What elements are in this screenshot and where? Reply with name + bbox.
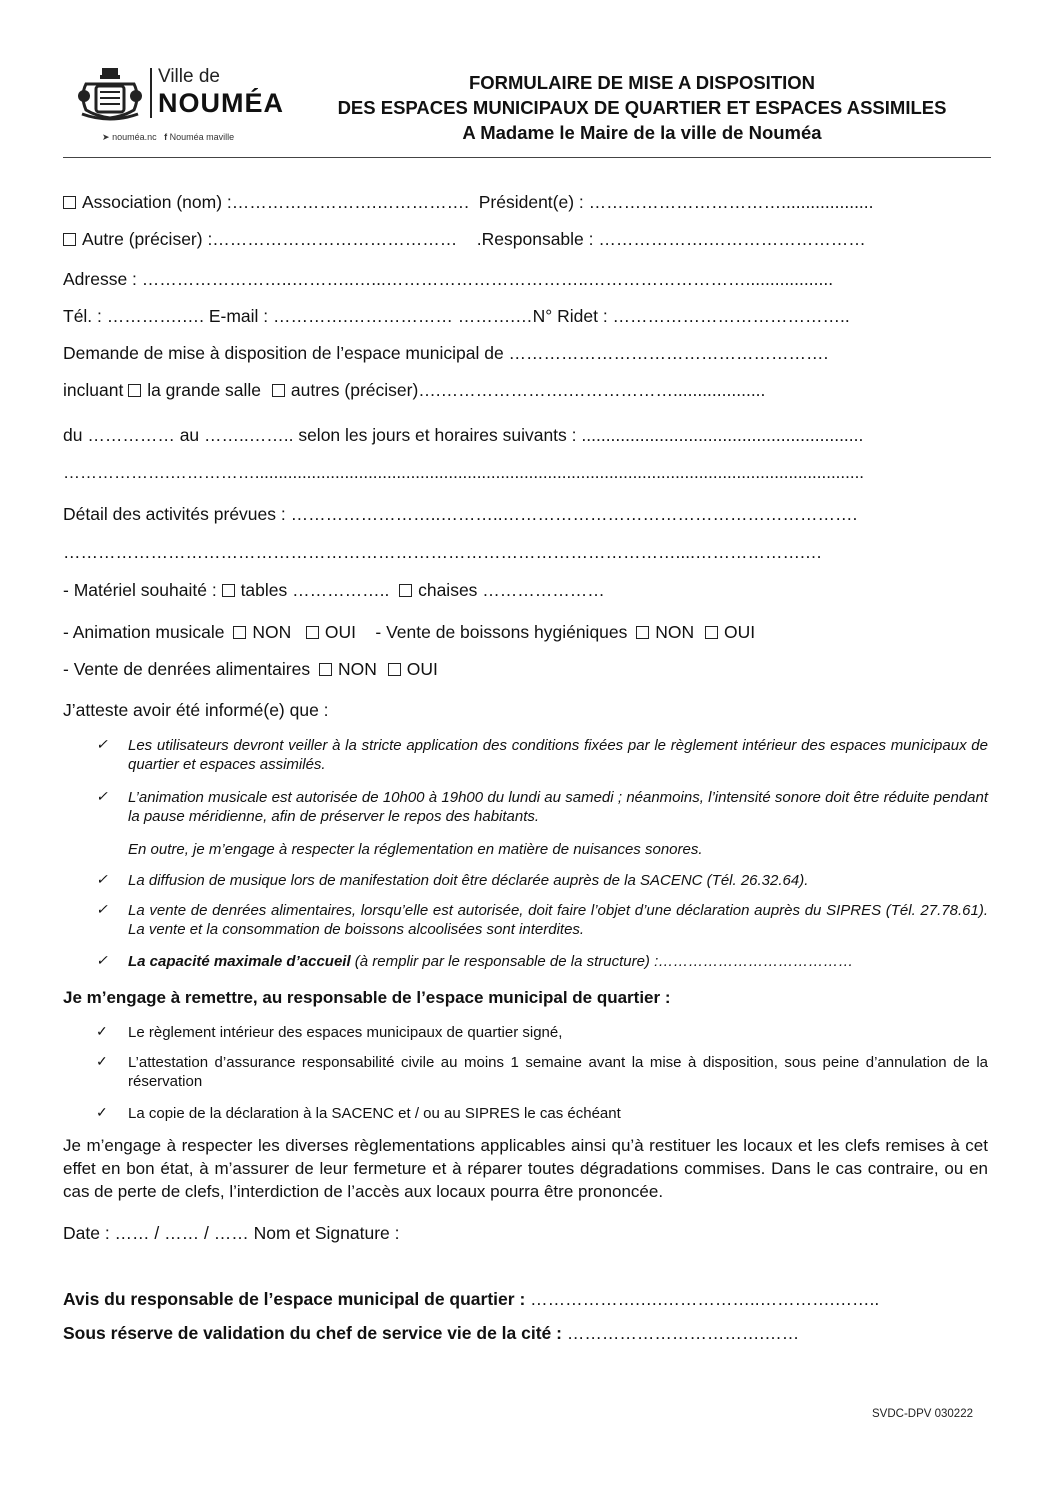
denrees-oui-checkbox[interactable] xyxy=(388,663,401,676)
logo-social2: Nouméa maville xyxy=(169,132,235,142)
denrees-non-checkbox[interactable] xyxy=(319,663,332,676)
demande-field[interactable]: Demande de mise à disposition de l’espace municipal de ………………………………………………. xyxy=(63,343,829,363)
coat-of-arms-icon xyxy=(76,66,144,124)
tables-label[interactable]: tables …………….. xyxy=(240,580,390,600)
detail-dotline[interactable]: ……………………………………………………………………………………………....……………….… xyxy=(63,542,823,562)
capacity-bold: La capacité maximale d’accueil xyxy=(128,953,351,970)
boissons-oui-label: OUI xyxy=(724,622,756,642)
avis-row xyxy=(63,1289,879,1310)
social-bird-icon: ➤ xyxy=(102,132,110,142)
engagement-paragraph: Je m’engage à respecter les diverses règlementations applicables ainsi qu’à restituer les locaux et les clefs remises à cet effet en bon état, à m’assurer de leur fermeture et à réparer toutes dégradations commises. Dans le cas contraire, ou en cas de perte de clefs, l’interdiction de l’accès aux locaux pourra être prononcée. xyxy=(63,1136,988,1201)
informed-text-5: La vente de denrées alimentaires, lorsqu’elle est autorisée, doit faire l’objet d’une déclaration auprès du SIPRES (Tél. 27.78.61). La vente et la consommation de boissons alcoolisées sont interdites. xyxy=(128,902,988,938)
date-signature-field[interactable]: Date : …… / …… / …… Nom et Signature : xyxy=(63,1223,400,1243)
form-title-line3: A Madame le Maire de la ville de Nouméa xyxy=(462,122,822,143)
tables-checkbox[interactable] xyxy=(222,584,235,597)
capacity-item xyxy=(96,952,988,972)
tel-email-ridet-field[interactable]: Tél. : ………….…. E-mail : ………….……………… ……….…N° Ridet : ………………………………….. xyxy=(63,306,850,326)
chaises-label[interactable]: chaises ………………… xyxy=(418,580,605,600)
engage-text-3: La copie de la déclaration à la SACENC et / ou au SIPRES le cas échéant xyxy=(128,1105,621,1122)
boissons-oui-checkbox[interactable] xyxy=(705,626,718,639)
vente-denrees-label: - Vente de denrées alimentaires xyxy=(63,659,311,679)
avis-dots[interactable]: ……………….….……………..………….…….. xyxy=(525,1289,880,1309)
incluant-label: incluant xyxy=(63,380,124,400)
detail-activites-field[interactable]: Détail des activités prévues : ……………………..………..……………………………………………………. xyxy=(63,504,858,524)
check-icon: ✓ xyxy=(96,1053,108,1069)
association-label[interactable]: Association (nom) :…………………….……………. xyxy=(82,192,469,212)
denrees-row xyxy=(63,659,438,680)
denrees-oui-label: OUI xyxy=(406,659,438,679)
engage-text-1: Le règlement intérieur des espaces municipaux de quartier signé, xyxy=(128,1024,563,1041)
grande-salle-label: la grande salle xyxy=(147,380,262,400)
boissons-non-label: NON xyxy=(655,622,695,642)
animation-non-checkbox[interactable] xyxy=(233,626,246,639)
informed-text-3: En outre, je m’engage à respecter la réglementation en matière de nuisances sonores. xyxy=(128,841,703,858)
form-title-line2: DES ESPACES MUNICIPAUX DE QUARTIER ET ESPACES ASSIMILES xyxy=(337,97,947,118)
avis-label: Avis du responsable de l’espace municipal de quartier : xyxy=(63,1289,526,1309)
grande-salle-checkbox[interactable] xyxy=(128,384,141,397)
logo-social1: nouméa.nc xyxy=(112,132,157,142)
reserve-label: Sous réserve de validation du chef de service vie de la cité : xyxy=(63,1323,562,1343)
animation-non-label: NON xyxy=(252,622,292,642)
autre-checkbox[interactable] xyxy=(63,233,76,246)
informed-item-1 xyxy=(96,736,988,776)
engage-heading: Je m’engage à remettre, au responsable de l’espace municipal de quartier : xyxy=(63,988,671,1007)
check-icon: ✓ xyxy=(96,901,108,917)
animation-oui-checkbox[interactable] xyxy=(306,626,319,639)
chaises-checkbox[interactable] xyxy=(399,584,412,597)
capacity-text xyxy=(128,952,988,971)
animation-oui-label: OUI xyxy=(324,622,356,642)
autres-label[interactable]: autres (préciser)….………………….………………................... xyxy=(290,380,766,400)
form-title-line1: FORMULAIRE DE MISE A DISPOSITION xyxy=(468,72,816,93)
horaires-dotline[interactable]: ……………….……………................................................................................................................................. xyxy=(63,463,865,482)
logo-line2: NOUMÉA xyxy=(158,88,284,118)
informed-text-1: Les utilisateurs devront veiller à la stricte application des conditions fixées par le règlement intérieur des espaces municipaux de quartier et espaces assimilés. xyxy=(128,737,988,773)
denrees-non-label: NON xyxy=(337,659,377,679)
informed-item-3 xyxy=(96,840,988,860)
animation-label: - Animation musicale xyxy=(63,622,225,642)
atteste-heading: J’atteste avoir été informé(e) que : xyxy=(63,700,329,720)
association-checkbox[interactable] xyxy=(63,196,76,209)
check-icon: ✓ xyxy=(96,736,108,752)
informed-text-2: L’animation musicale est autorisée de 10h00 à 19h00 du lundi au samedi ; néanmoins, l’intensité sonore doit être réduite pendant la pause méridienne, afin de préserver le repos des habitants. xyxy=(128,789,988,825)
autre-row xyxy=(63,229,866,250)
logo-social xyxy=(102,132,234,143)
header-rule xyxy=(63,157,991,158)
engage-text-2: L’attestation d’assurance responsabilité civile au moins 1 semaine avant la mise à disposition, sous peine d’annulation de la réservation xyxy=(128,1054,988,1090)
reserve-dots[interactable]: …………………………….…… xyxy=(561,1323,800,1343)
association-row xyxy=(63,192,874,213)
check-icon: ✓ xyxy=(96,952,108,968)
informed-item-2 xyxy=(96,788,988,828)
check-icon: ✓ xyxy=(96,1104,108,1120)
animation-row xyxy=(63,622,755,643)
logo-line1: Ville de xyxy=(158,66,220,87)
vente-boissons-label: - Vente de boissons hygiéniques xyxy=(375,622,628,642)
informed-text-4: La diffusion de musique lors de manifestation doit être déclarée auprès de la SACENC (Tél. 26.32.64). xyxy=(128,872,809,889)
logo-divider xyxy=(150,68,152,118)
boissons-non-checkbox[interactable] xyxy=(636,626,649,639)
capacity-rest[interactable]: (à remplir par le responsable de la structure) :………………………………… xyxy=(350,953,854,970)
autres-checkbox[interactable] xyxy=(272,384,285,397)
engage-item-1 xyxy=(96,1023,988,1043)
reserve-row xyxy=(63,1323,799,1344)
check-icon: ✓ xyxy=(96,788,108,804)
city-logo xyxy=(72,66,284,150)
adresse-field[interactable]: Adresse : ……………………..………..…...……………………………..……………………….................. xyxy=(63,269,834,289)
informed-item-4 xyxy=(96,871,988,891)
responsable-label[interactable]: .Responsable : ……………….……………………… xyxy=(476,229,866,249)
engage-item-2 xyxy=(96,1053,988,1093)
informed-item-5 xyxy=(96,901,988,941)
materiel-row xyxy=(63,580,605,601)
incluant-row xyxy=(63,380,765,401)
check-icon: ✓ xyxy=(96,871,108,887)
footer-code: SVDC-DPV 030222 xyxy=(872,1408,973,1420)
engage-item-3 xyxy=(96,1104,988,1124)
materiel-label: - Matériel souhaité : xyxy=(63,580,217,600)
autre-label[interactable]: Autre (préciser) :…………………………………… xyxy=(82,229,458,249)
dates-field[interactable]: du …………… au ……..…….. selon les jours et horaires suivants : .......................................................... xyxy=(63,425,864,445)
social-f-icon: f xyxy=(164,132,168,142)
check-icon: ✓ xyxy=(96,1023,108,1039)
president-label[interactable]: Président(e) : ……………………………................... xyxy=(478,192,874,212)
